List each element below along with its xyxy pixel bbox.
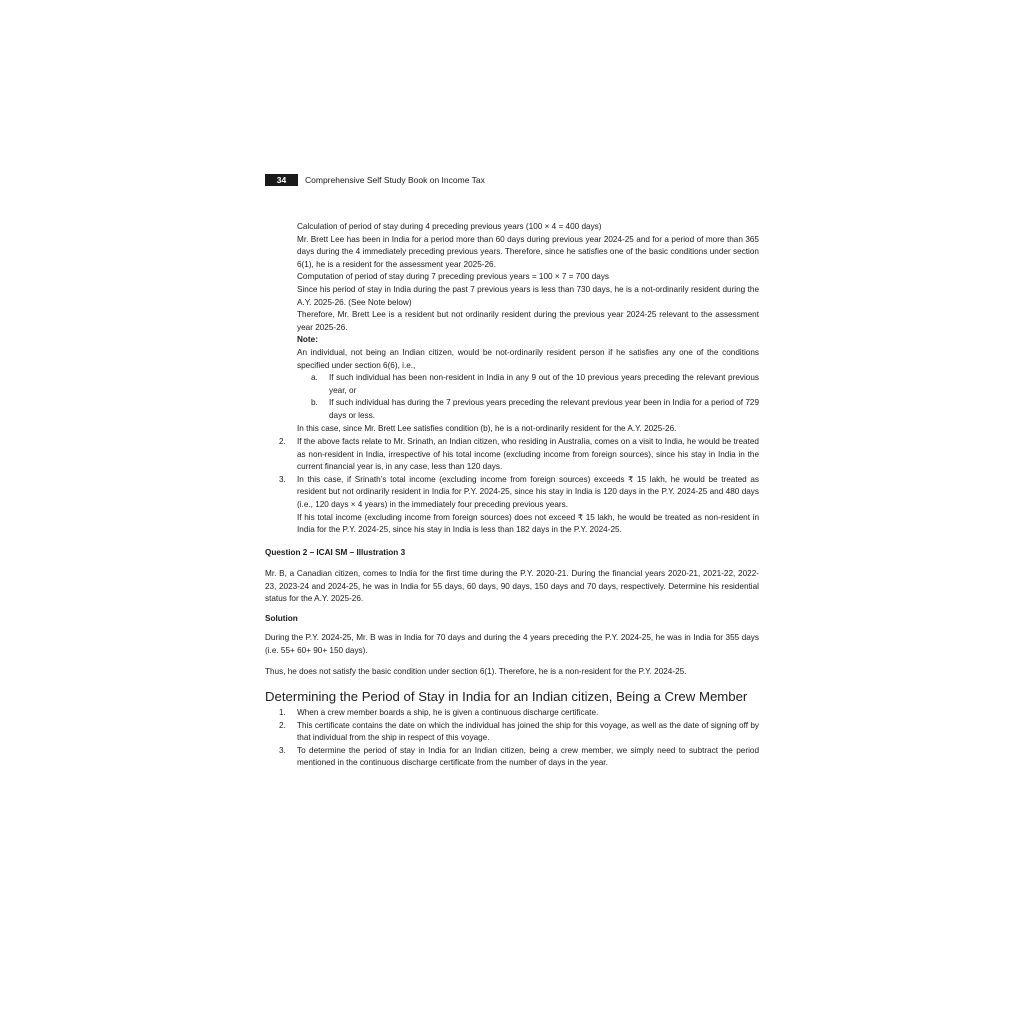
condition-item bbox=[311, 397, 759, 422]
list-number: 3. bbox=[279, 745, 286, 755]
numbered-points bbox=[279, 436, 759, 537]
list-number: 1. bbox=[279, 708, 286, 717]
list-item-text: When a crew member boards a ship, he is given a continuous discharge certificate. bbox=[297, 708, 599, 717]
illustration-continuation bbox=[297, 221, 759, 435]
book-title: Comprehensive Self Study Book on Income Tax bbox=[305, 175, 485, 185]
list-number: 3. bbox=[279, 474, 286, 484]
crew-member-list bbox=[279, 707, 759, 770]
question-title: Question 2 – ICAI SM – Illustration 3 bbox=[265, 548, 406, 557]
question-text: Mr. B, a Canadian citizen, comes to India for the first time during the P.Y. 2020-21. During the financial years 2020-21, 2021-22, 2022-23, 2023-24 and 2024-25, he was in India for 55 days, 60 days, 90 days, 150 days and 70 days, respectively. Determine his residential status for the A.Y. 2025-26. bbox=[265, 569, 759, 604]
list-item-text: To determine the period of stay in India for an Indian citizen, being a crew member, we simply need to subtract the period mentioned in the continuous discharge certificate from the number of days in the year. bbox=[297, 745, 759, 768]
list-number: 2. bbox=[279, 437, 286, 446]
list-item bbox=[279, 436, 759, 474]
condition-item bbox=[311, 372, 759, 397]
condition-letter: b. bbox=[311, 398, 318, 408]
condition-letter: a. bbox=[311, 373, 318, 383]
page-number: 34 bbox=[265, 174, 298, 186]
therefore-paragraph: Therefore, Mr. Brett Lee is a resident but not ordinarily resident during the previous year 2024-25 relevant to the assessment year 2025-26. bbox=[297, 310, 759, 332]
list-item-text: In this case, if Srinath’s total income (excluding income from foreign sources) exceeds ₹ 15 lakh, he would be treated as resident but not ordinarily resident in India for P.Y. 2024-25, since his stay in India is 120 days in the P.Y. 2024-25 and 480 days (i.e., 120 days × 4 years) in the immediately four preceding previous years. bbox=[297, 474, 759, 509]
list-item bbox=[279, 745, 759, 770]
question-body bbox=[265, 568, 759, 606]
list-item-text: This certificate contains the date on which the individual has joined the ship for this voyage, as well as the date of signing off by that individual from the ship in respect of this voyage. bbox=[297, 720, 759, 743]
brett-lee-paragraph: Mr. Brett Lee has been in India for a period more than 60 days during previous year 2024-25 and for a period of more than 365 days during the 4 immediately preceding previous years. Therefore, since he satisfies one of the basic conditions under section 6(1), he is a resident for the assessment year 2025-26. bbox=[297, 234, 759, 269]
note-paragraph: An individual, not being an Indian citizen, would be not-ordinarily resident person if he satisfies any one of the conditions specified under section 6(6), i.e., bbox=[297, 347, 759, 370]
condition-text: If such individual has been non-resident in India in any 9 out of the 10 previous years preceding the relevant previous year, or bbox=[329, 373, 759, 395]
list-item bbox=[279, 474, 759, 537]
solution-body bbox=[265, 632, 759, 657]
solution-title: Solution bbox=[265, 614, 298, 623]
solution-conclusion bbox=[265, 666, 759, 679]
condition-text: If such individual has during the 7 previous years preceding the relevant previous year been in India for a period of 729 days or less. bbox=[329, 398, 759, 420]
solution-paragraph: During the P.Y. 2024-25, Mr. B was in India for 70 days and during the 4 years preceding the P.Y. 2024-25, he was in India for 355 days (i.e. 55+ 60+ 90+ 150 days). bbox=[265, 633, 759, 655]
list-item-text: If his total income (excluding income from foreign sources) does not exceed ₹ 15 lakh, he would be treated as non-resident in India for the P.Y. 2024-25, since his stay in India is less than 182 days in the P.Y. 2024-25. bbox=[297, 512, 759, 535]
list-number: 2. bbox=[279, 720, 286, 730]
in-this-case-paragraph: In this case, since Mr. Brett Lee satisfies condition (b), he is a not-ordinarily resident for the A.Y. 2025-26. bbox=[297, 423, 677, 433]
list-item bbox=[279, 720, 759, 745]
note-label: Note: bbox=[297, 335, 318, 345]
calculation-4-years: Calculation of period of stay during 4 preceding previous years (100 × 4 = 400 days) bbox=[297, 222, 602, 231]
calculation-7-years: Computation of period of stay during 7 preceding previous years = 100 × 7 = 700 days bbox=[297, 272, 610, 282]
solution-paragraph: Thus, he does not satisfy the basic condition under section 6(1). Therefore, he is a non-resident for the P.Y. 2024-25. bbox=[265, 667, 687, 676]
list-item bbox=[279, 707, 759, 720]
since-paragraph: Since his period of stay in India during the past 7 previous years is less than 730 days, he is a not-ordinarily resident during the A.Y. 2025-26. (See Note below) bbox=[297, 284, 759, 307]
list-item-text: If the above facts relate to Mr. Srinath, an Indian citizen, who residing in Australia, comes on a visit to India, he would be treated as non-resident in India, irrespective of his total income (excluding income from foreign sources), since his stay in India in the current financial year is, in any case, less than 120 days. bbox=[297, 437, 759, 472]
section-heading: Determining the Period of Stay in India for an Indian citizen, Being a Crew Member bbox=[265, 689, 748, 704]
page-header bbox=[265, 174, 485, 186]
